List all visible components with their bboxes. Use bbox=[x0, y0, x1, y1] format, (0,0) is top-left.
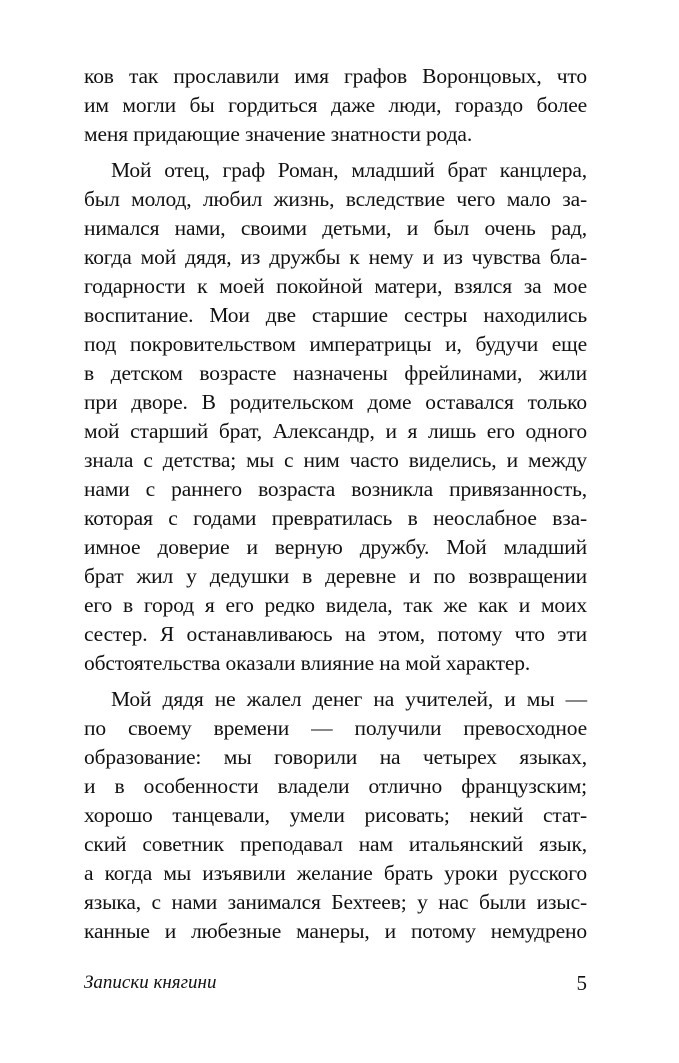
text-line: нами с раннего возраста возникла привязанность, bbox=[84, 477, 587, 501]
text-line: ский советник преподавал нам итальянский язык, bbox=[84, 832, 587, 856]
text-line: годарности к моей покойной матери, взялся за мое bbox=[84, 274, 587, 298]
text-line: языка, с нами занимался Бехтеев; у нас были изыс- bbox=[84, 890, 587, 914]
text-line: хорошо танцевали, умели рисовать; некий стат- bbox=[84, 803, 587, 827]
text-line: им могли бы гордиться даже люди, гораздо более bbox=[84, 93, 587, 117]
text-line: обстоятельства оказали влияние на мой характер. bbox=[84, 651, 531, 675]
text-line: в детском возрасте назначены фрейлинами, жили bbox=[84, 361, 587, 385]
text-line: а когда мы изъявили желание брать уроки русского bbox=[84, 861, 587, 885]
text-line: воспитание. Мои две старшие сестры находились bbox=[84, 303, 587, 327]
page-number: 5 bbox=[576, 971, 587, 995]
text-line: которая с годами превратилась в неослабное вза- bbox=[84, 506, 587, 530]
text-line: канные и любезные манеры, и потому немудрено bbox=[84, 919, 587, 943]
text-line: знала с детства; мы с ним часто виделись, и между bbox=[84, 448, 587, 472]
running-title: Записки княгини bbox=[84, 972, 217, 993]
page-body bbox=[84, 62, 587, 946]
text-line: сестер. Я останавливаюсь на этом, потому что эти bbox=[84, 622, 587, 646]
text-line: ков так прославили имя графов Воронцовых, что bbox=[84, 64, 587, 88]
text-line: нимался нами, своими детьми, и был очень рад, bbox=[84, 216, 587, 240]
text-line: брат жил у дедушки в деревне и по возвращении bbox=[84, 564, 587, 588]
paragraph-first-line: Мой отец, граф Роман, младший брат канцлера, bbox=[111, 158, 587, 182]
text-line: имное доверие и верную дружбу. Мой младший bbox=[84, 535, 587, 559]
text-line: по своему времени — получили превосходное bbox=[84, 716, 587, 740]
text-line: и в особенности владели отлично французским; bbox=[84, 774, 587, 798]
text-line: образование: мы говорили на четырех языках, bbox=[84, 745, 587, 769]
paragraph-first-line: Мой дядя не жалел денег на учителей, и мы — bbox=[111, 687, 587, 711]
text-line: его в город я его редко видела, так же как и моих bbox=[84, 593, 587, 617]
page-footer bbox=[84, 968, 587, 998]
text-line: когда мой дядя, из дружбы к нему и из чувства бла- bbox=[84, 245, 587, 269]
text-line: при дворе. В родительском доме оставался только bbox=[84, 390, 587, 414]
text-line: меня придающие значение знатности рода. bbox=[84, 122, 473, 146]
text-line: был молод, любил жизнь, вследствие чего мало за- bbox=[84, 187, 587, 211]
text-line: под покровительством императрицы и, будучи еще bbox=[84, 332, 587, 356]
text-line: мой старший брат, Александр, и я лишь его одного bbox=[84, 419, 587, 443]
